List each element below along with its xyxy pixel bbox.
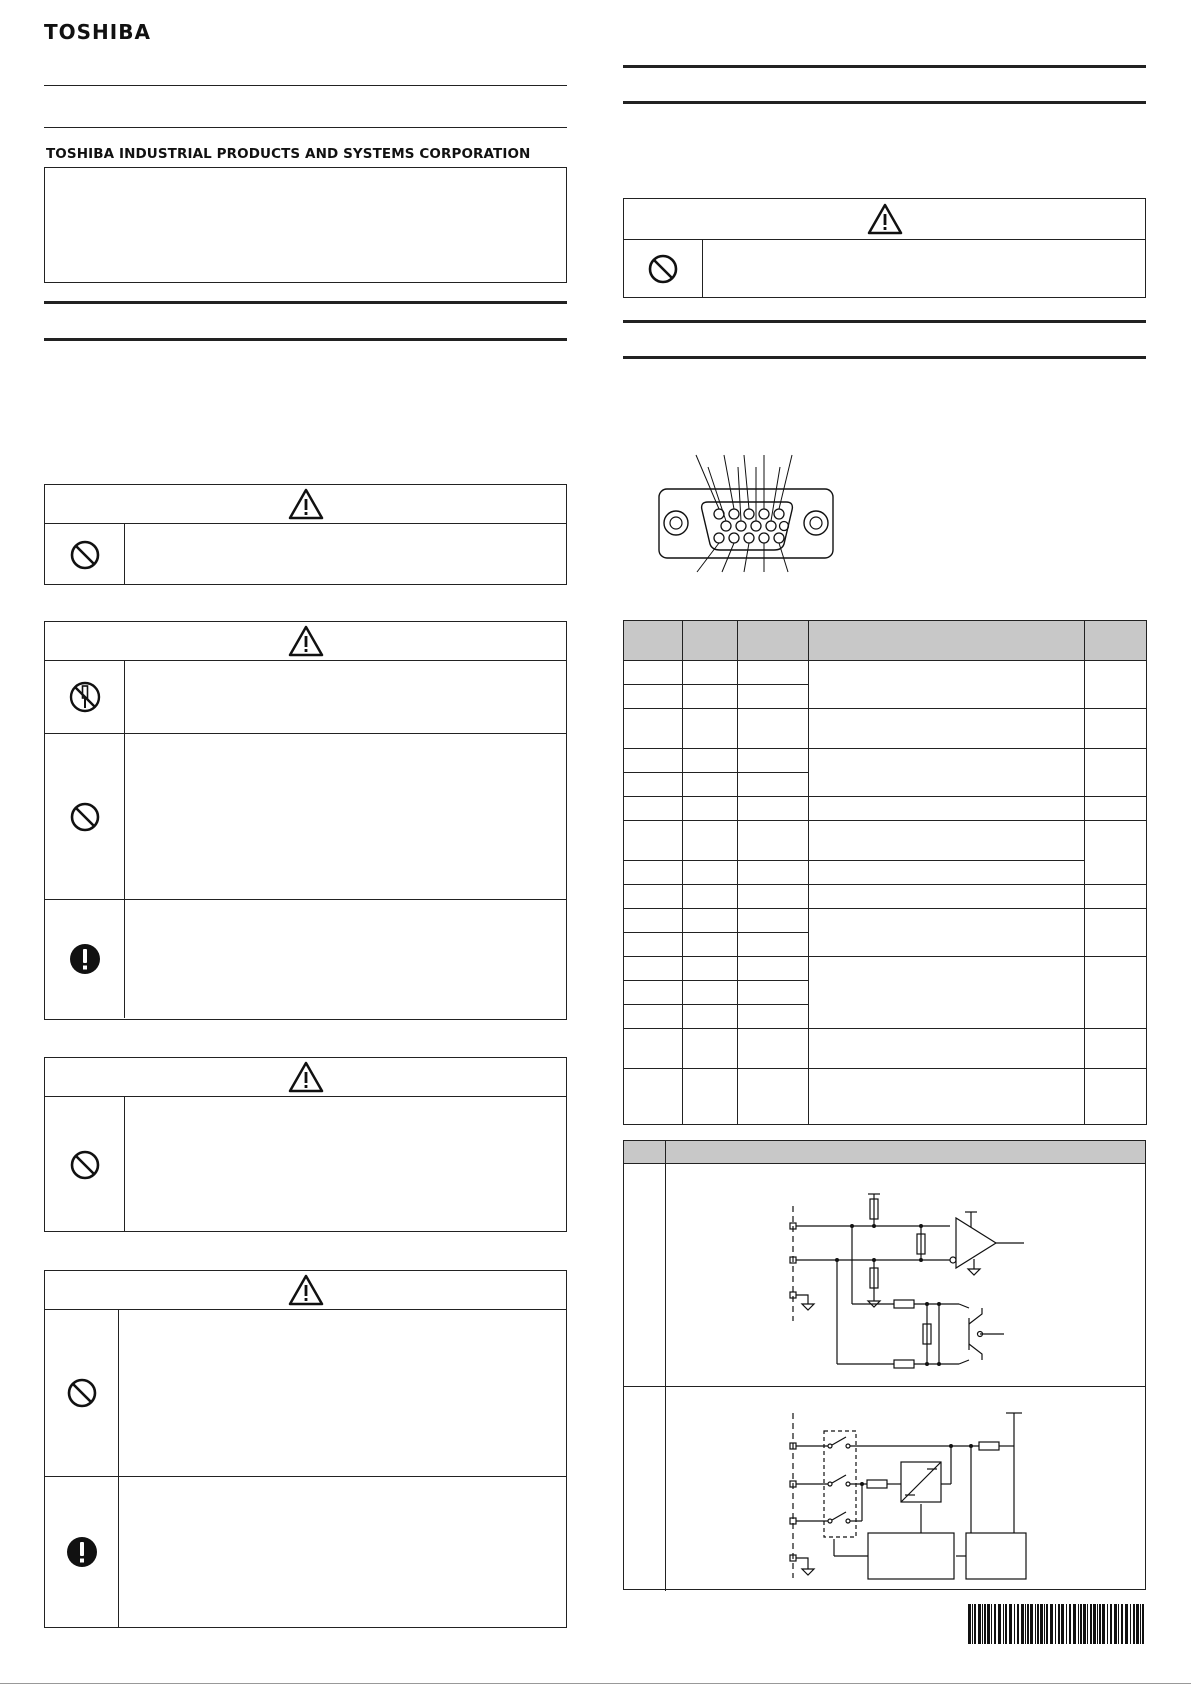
pin-assignment-table [623, 620, 1147, 1126]
warning-header [45, 485, 566, 524]
section-rule [623, 320, 1146, 323]
warning-box-4 [44, 1270, 567, 1628]
section-rule [44, 301, 567, 304]
section-rule [44, 338, 567, 341]
output-circuit-diagram [784, 1403, 1044, 1585]
warning-triangle-icon [288, 488, 324, 520]
warning-triangle-icon [288, 625, 324, 657]
input-circuit-diagram [784, 1186, 1044, 1386]
page-edge [0, 1683, 1191, 1684]
warning-header [45, 622, 566, 661]
prohibited-icon [69, 1149, 101, 1181]
warning-box-3 [44, 1057, 567, 1232]
warning-box-5 [623, 198, 1146, 298]
warning-triangle-icon [288, 1274, 324, 1306]
interface-circuit-table [623, 1140, 1146, 1590]
prohibited-icon [69, 539, 101, 571]
barcode [968, 1604, 1146, 1644]
prohibited-icon [66, 1377, 98, 1409]
warning-triangle-icon [867, 203, 903, 235]
prohibited-icon [69, 801, 101, 833]
prohibited-icon [647, 253, 679, 285]
mandatory-icon [68, 942, 102, 976]
dsub15-connector-diagram [640, 450, 850, 575]
warning-box-2 [44, 621, 567, 1020]
mandatory-icon [65, 1535, 99, 1569]
divider [44, 127, 567, 128]
warning-box-1 [44, 484, 567, 585]
company-name: TOSHIBA INDUSTRIAL PRODUCTS AND SYSTEMS CORPORATION [46, 146, 531, 162]
divider [44, 85, 567, 86]
section-rule [623, 65, 1146, 68]
warning-header [45, 1058, 566, 1097]
toshiba-logo: TOSHIBA [44, 20, 151, 44]
no-disassembly-icon [68, 680, 102, 714]
warning-triangle-icon [288, 1061, 324, 1093]
warning-header [45, 1271, 566, 1310]
section-rule [623, 101, 1146, 104]
intro-box [44, 167, 567, 283]
warning-header [624, 199, 1145, 240]
section-rule [623, 356, 1146, 359]
